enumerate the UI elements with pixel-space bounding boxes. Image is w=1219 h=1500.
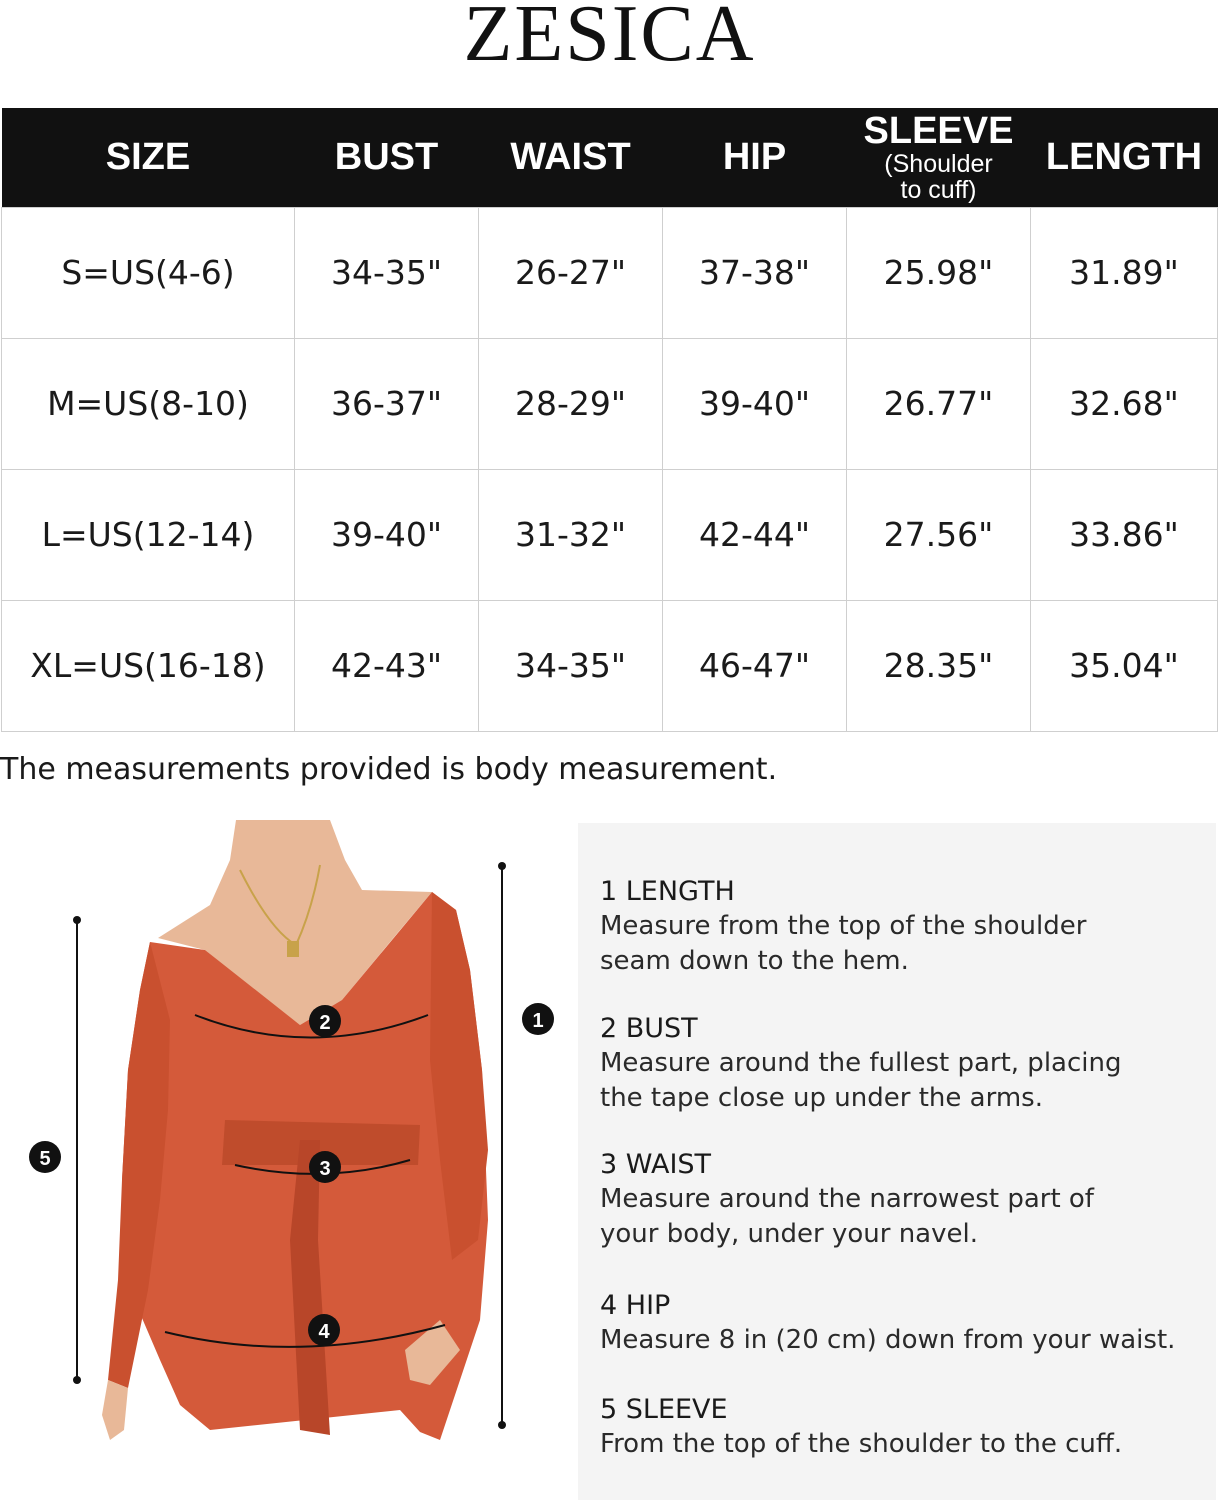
cell-waist: 34-35" [479, 600, 663, 731]
table-row [2, 469, 1218, 600]
header-sleeve-sub-1: (Shoulder [884, 150, 993, 179]
cell-waist: 28-29" [479, 338, 663, 469]
guide-desc: Measure around the narrowest part of [600, 1184, 1094, 1214]
header-waist: WAIST [479, 108, 663, 207]
measurement-guide-panel [578, 823, 1216, 1500]
marker-2-icon [309, 1005, 341, 1037]
guide-title: 4 HIP [600, 1290, 671, 1321]
cell-hip: 42-44" [663, 469, 847, 600]
svg-text:3: 3 [319, 1158, 331, 1180]
guide-item-waist [600, 1148, 1210, 1252]
table-row [2, 207, 1218, 338]
dress-measurement-figure [0, 820, 575, 1500]
cell-bust: 42-43" [295, 600, 479, 731]
cell-hip: 46-47" [663, 600, 847, 731]
marker-3-icon [309, 1151, 341, 1183]
cell-size: L=US(12-14) [2, 469, 295, 600]
cell-bust: 34-35" [295, 207, 479, 338]
header-sleeve [847, 108, 1031, 207]
table-header-row [2, 108, 1218, 207]
cell-length: 31.89" [1031, 207, 1218, 338]
guide-title: 2 BUST [600, 1013, 698, 1044]
cell-size: S=US(4-6) [2, 207, 295, 338]
guide-title: 3 WAIST [600, 1149, 712, 1180]
guide-desc: From the top of the shoulder to the cuff. [600, 1429, 1123, 1459]
model-left-hand [102, 1380, 128, 1440]
svg-text:1: 1 [532, 1010, 544, 1032]
svg-text:2: 2 [319, 1012, 331, 1034]
cell-bust: 39-40" [295, 469, 479, 600]
header-sleeve-sub-2: to cuff) [900, 176, 977, 205]
guide-desc: Measure from the top of the shoulder [600, 911, 1087, 941]
cell-waist: 31-32" [479, 469, 663, 600]
header-bust: BUST [295, 108, 479, 207]
cell-sleeve: 27.56" [847, 469, 1031, 600]
cell-size: XL=US(16-18) [2, 600, 295, 731]
svg-text:5: 5 [39, 1148, 51, 1170]
cell-hip: 37-38" [663, 207, 847, 338]
guide-desc: Measure around the fullest part, placing [600, 1048, 1122, 1078]
svg-text:4: 4 [318, 1321, 330, 1343]
brand-logo: ZESICA [463, 0, 756, 78]
table-row [2, 600, 1218, 731]
header-length: LENGTH [1031, 108, 1218, 207]
cell-waist: 26-27" [479, 207, 663, 338]
guide-title: 5 SLEEVE [600, 1394, 728, 1425]
cell-sleeve: 26.77" [847, 338, 1031, 469]
guide-item-sleeve [600, 1393, 1210, 1462]
cell-sleeve: 25.98" [847, 207, 1031, 338]
guide-item-hip [600, 1289, 1210, 1358]
cell-sleeve: 28.35" [847, 600, 1031, 731]
guide-desc: Measure 8 in (20 cm) down from your waist. [600, 1325, 1176, 1355]
guide-item-length [600, 875, 1210, 979]
cell-length: 32.68" [1031, 338, 1218, 469]
header-sleeve-label: SLEEVE [863, 110, 1014, 153]
header-size: SIZE [2, 108, 295, 207]
guide-desc: the tape close up under the arms. [600, 1083, 1043, 1113]
cell-length: 35.04" [1031, 600, 1218, 731]
cell-size: M=US(8-10) [2, 338, 295, 469]
cell-length: 33.86" [1031, 469, 1218, 600]
header-hip: HIP [663, 108, 847, 207]
guide-item-bust [600, 1012, 1210, 1116]
cell-hip: 39-40" [663, 338, 847, 469]
guide-desc: your body, under your navel. [600, 1219, 978, 1249]
guide-desc: seam down to the hem. [600, 946, 909, 976]
marker-1-icon [522, 1003, 554, 1035]
guide-title: 1 LENGTH [600, 876, 735, 907]
cell-bust: 36-37" [295, 338, 479, 469]
marker-5-icon [29, 1141, 61, 1173]
marker-4-icon [308, 1314, 340, 1346]
size-chart-table [1, 108, 1218, 732]
measurement-note: The measurements provided is body measurement. [0, 752, 778, 787]
pendant [287, 941, 299, 957]
table-row [2, 338, 1218, 469]
